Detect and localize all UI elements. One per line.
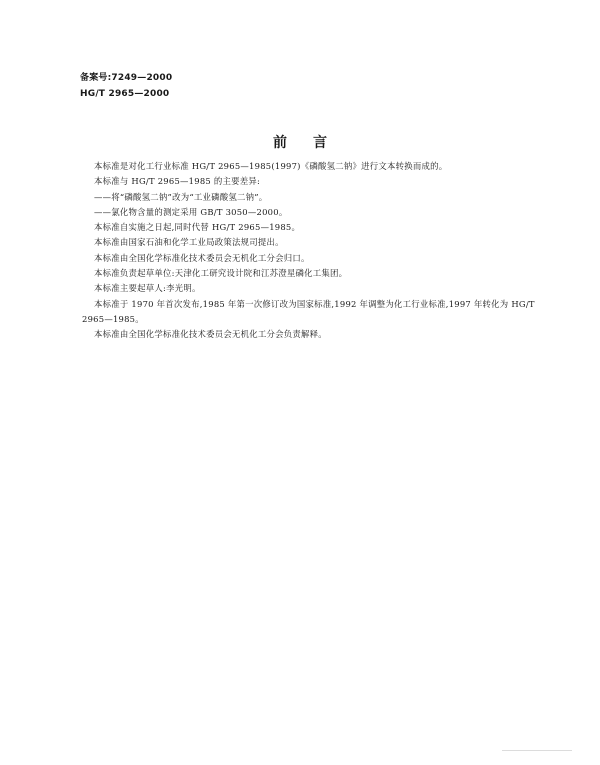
paragraph: 本标准自实施之日起,同时代替 HG/T 2965—1985。 <box>94 222 301 233</box>
paragraph: 本标准由全国化学标准化技术委员会无机化工分会归口。 <box>94 252 310 263</box>
paragraph: 本标准主要起草人:李光明。 <box>94 283 201 294</box>
paragraph: 本标准由国家石油和化学工业局政策法规司提出。 <box>94 237 284 248</box>
scan-artifact <box>502 750 572 751</box>
standard-number: HG/T 2965—2000 <box>80 89 170 99</box>
paragraph: 本标准由全国化学标准化技术委员会无机化工分会负责解释。 <box>94 329 327 340</box>
list-item: ——将“磷酸氢二钠”改为“工业磷酸氢二钠”。 <box>94 191 268 202</box>
paragraph: 本标准与 HG/T 2965—1985 的主要差异: <box>94 176 261 187</box>
paragraph: 本标准是对化工行业标准 HG/T 2965—1985(1997)《磷酸氢二钠》进行文本转换而成的。 <box>94 161 448 171</box>
paragraph: 本标准于 1970 年首次发布,1985 年第一次修订改为国家标准,1992 年调整为化工行业标准,1997 年转化为 HG/T 2965—1985。 <box>82 298 535 324</box>
paragraph: 本标准负责起草单位:天津化工研究设计院和江苏澄星磷化工集团。 <box>94 268 348 279</box>
document-header <box>80 70 172 102</box>
foreword-body <box>82 159 542 343</box>
record-number: 备案号:7249—2000 <box>80 73 173 83</box>
list-item: ——氯化物含量的测定采用 GB/T 3050—2000。 <box>94 206 288 217</box>
section-title: 前言 <box>273 135 353 151</box>
